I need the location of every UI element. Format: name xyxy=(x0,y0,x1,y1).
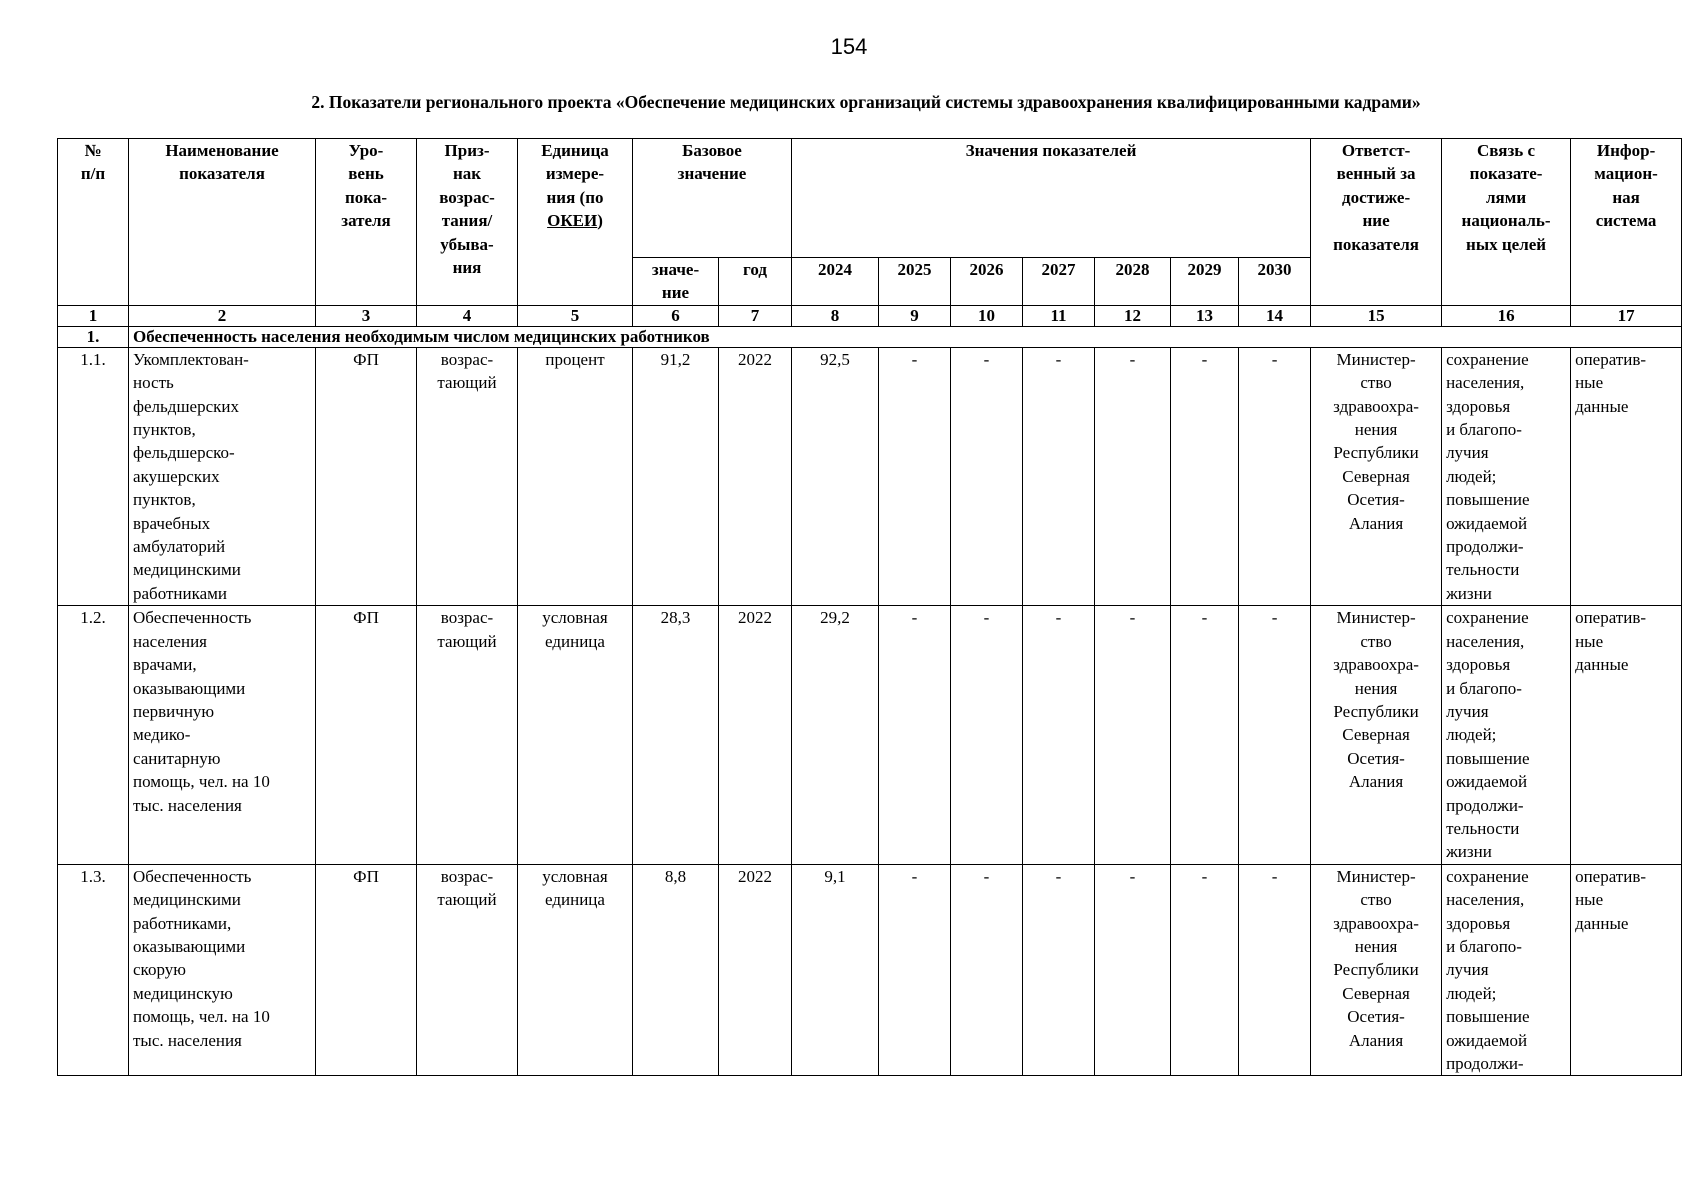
indicator-level: ФП xyxy=(316,606,417,864)
column-number: 17 xyxy=(1571,305,1682,326)
header-trend: Приз- нак возрас- тания/ убыва- ния xyxy=(417,139,518,306)
responsible-party: Министер- ство здравоохра- нения Республики Северная Осетия- Алания xyxy=(1311,864,1442,1076)
table-row xyxy=(58,347,1682,605)
column-number: 9 xyxy=(879,305,951,326)
header-values: Значения показателей xyxy=(792,139,1311,258)
indicator-trend: возрас- тающий xyxy=(417,347,518,605)
column-number: 16 xyxy=(1442,305,1571,326)
indicator-level: ФП xyxy=(316,347,417,605)
value-2027: - xyxy=(1023,606,1095,864)
national-goals-link: сохранение населения, здоровья и благопо- лучия людей; повышение ожидаемой продолжи- xyxy=(1442,864,1571,1076)
header-level: Уро- вень пока- зателя xyxy=(316,139,417,306)
value-2028: - xyxy=(1095,606,1171,864)
information-system: оператив- ные данные xyxy=(1571,864,1682,1076)
header-year: 2027 xyxy=(1023,258,1095,306)
responsible-party: Министер- ство здравоохра- нения Республики Северная Осетия- Алания xyxy=(1311,347,1442,605)
column-number: 11 xyxy=(1023,305,1095,326)
indicator-unit: процент xyxy=(518,347,633,605)
section-title: Обеспеченность населения необходимым числом медицинских работников xyxy=(129,326,1682,347)
base-value: 8,8 xyxy=(633,864,719,1076)
header-unit-okei: ОКЕИ xyxy=(547,211,598,231)
value-2030: - xyxy=(1239,864,1311,1076)
indicator-level: ФП xyxy=(316,864,417,1076)
page-number: 154 xyxy=(830,34,868,59)
value-2027: - xyxy=(1023,347,1095,605)
column-number: 4 xyxy=(417,305,518,326)
column-number: 13 xyxy=(1171,305,1239,326)
value-2030: - xyxy=(1239,606,1311,864)
value-2028: - xyxy=(1095,864,1171,1076)
information-system: оператив- ные данные xyxy=(1571,347,1682,605)
base-value: 28,3 xyxy=(633,606,719,864)
indicator-name: Обеспеченность медицинскими работниками, оказывающими скорую медицинскую помощь, чел. на 10 тыс. населения xyxy=(129,864,316,1076)
header-year: 2030 xyxy=(1239,258,1311,306)
header-info: Инфор- мацион- ная система xyxy=(1571,139,1682,306)
header-year: 2024 xyxy=(792,258,879,306)
section-number: 1. xyxy=(58,326,129,347)
document-title: 2. Показатели регионального проекта «Обеспечение медицинских организаций системы здравоохранения квалифицированными кадрами» xyxy=(311,92,1421,112)
value-2026: - xyxy=(951,864,1023,1076)
information-system: оператив- ные данные xyxy=(1571,606,1682,864)
column-number: 2 xyxy=(129,305,316,326)
base-year: 2022 xyxy=(719,606,792,864)
header-base-year: год xyxy=(719,258,792,306)
column-number: 5 xyxy=(518,305,633,326)
national-goals-link: сохранение населения, здоровья и благопо- лучия людей; повышение ожидаемой продолжи- тельности жизни xyxy=(1442,606,1571,864)
header-year: 2028 xyxy=(1095,258,1171,306)
indicator-name: Обеспеченность населения врачами, оказывающими первичную медико- санитарную помощь, чел. на 10 тыс. населения xyxy=(129,606,316,864)
header-base-value: значе- ние xyxy=(633,258,719,306)
header-year: 2026 xyxy=(951,258,1023,306)
base-value: 91,2 xyxy=(633,347,719,605)
indicator-unit: условная единица xyxy=(518,864,633,1076)
header-unit-close: ) xyxy=(597,211,603,231)
value-2028: - xyxy=(1095,347,1171,605)
column-number: 14 xyxy=(1239,305,1311,326)
header-num: № п/п xyxy=(58,139,129,306)
value-2026: - xyxy=(951,347,1023,605)
indicator-trend: возрас- тающий xyxy=(417,864,518,1076)
base-year: 2022 xyxy=(719,864,792,1076)
indicator-name: Укомплектован- ность фельдшерских пунктов, фельдшерско- акушерских пунктов, врачебных амбулаторий медицинскими работниками xyxy=(129,347,316,605)
row-number: 1.3. xyxy=(58,864,129,1076)
value-2024: 92,5 xyxy=(792,347,879,605)
header-name: Наименование показателя xyxy=(129,139,316,306)
indicator-trend: возрас- тающий xyxy=(417,606,518,864)
column-number: 12 xyxy=(1095,305,1171,326)
header-unit-text: Единица измере- ния (по xyxy=(541,141,609,207)
indicators-table xyxy=(57,138,1682,1076)
value-2024: 9,1 xyxy=(792,864,879,1076)
row-number: 1.1. xyxy=(58,347,129,605)
header-base: Базовое значение xyxy=(633,139,792,258)
value-2024: 29,2 xyxy=(792,606,879,864)
header-row-main xyxy=(58,139,1682,258)
base-year: 2022 xyxy=(719,347,792,605)
row-number: 1.2. xyxy=(58,606,129,864)
header-year: 2029 xyxy=(1171,258,1239,306)
value-2026: - xyxy=(951,606,1023,864)
table-row xyxy=(58,606,1682,864)
column-number: 15 xyxy=(1311,305,1442,326)
value-2029: - xyxy=(1171,864,1239,1076)
value-2025: - xyxy=(879,347,951,605)
header-link: Связь с показате- лями националь- ных целей xyxy=(1442,139,1571,306)
value-2025: - xyxy=(879,606,951,864)
value-2029: - xyxy=(1171,606,1239,864)
value-2029: - xyxy=(1171,347,1239,605)
column-numbers-row xyxy=(58,305,1682,326)
national-goals-link: сохранение населения, здоровья и благопо- лучия людей; повышение ожидаемой продолжи- тельности жизни xyxy=(1442,347,1571,605)
column-number: 6 xyxy=(633,305,719,326)
column-number: 7 xyxy=(719,305,792,326)
value-2030: - xyxy=(1239,347,1311,605)
value-2027: - xyxy=(1023,864,1095,1076)
column-number: 3 xyxy=(316,305,417,326)
table-row xyxy=(58,864,1682,1076)
header-unit xyxy=(518,139,633,306)
column-number: 10 xyxy=(951,305,1023,326)
responsible-party: Министер- ство здравоохра- нения Республики Северная Осетия- Алания xyxy=(1311,606,1442,864)
section-row xyxy=(58,326,1682,347)
header-responsible: Ответст- венный за достиже- ние показателя xyxy=(1311,139,1442,306)
value-2025: - xyxy=(879,864,951,1076)
column-number: 8 xyxy=(792,305,879,326)
column-number: 1 xyxy=(58,305,129,326)
header-year: 2025 xyxy=(879,258,951,306)
indicator-unit: условная единица xyxy=(518,606,633,864)
